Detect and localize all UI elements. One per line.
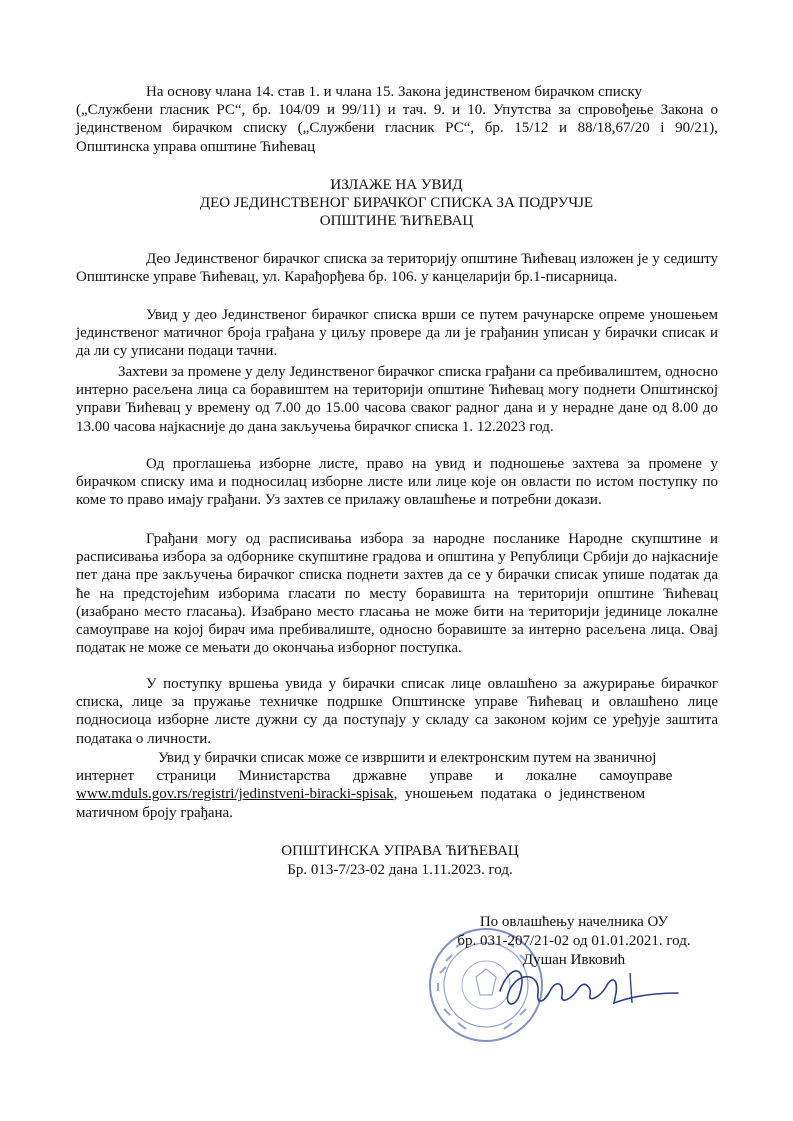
signatory-name: Душан Ивковић — [522, 952, 626, 968]
footer-organization: ОПШТИНСКА УПРАВА ЋИЋЕВАЦ — [281, 843, 519, 859]
paragraph-7 — [76, 749, 718, 822]
signature-decision-number: бр. 031-207/21-02 од 01.01.2021. год. — [457, 933, 691, 949]
signature-authority: По овлашћењу начелника ОУ — [479, 914, 669, 930]
handwritten-signature — [480, 953, 690, 1023]
paragraph-3: Захтеви за промене у делу Јединственог бирачког списка грађани са пребивалиштем, односно интерно расељена лица са боравиштем на територији општине Ћићевац могу поднети Општинској управи Ћићевац у времену од 7.00 до 15.00 часова сваког радног дана и у нерадне дане од 8.00 до 13.00 часова најкасније до дана закључења бирачког списка 1. 12.2023 год. — [76, 364, 718, 435]
intro-line-1: На основу члана 14. став 1. и члана 15. Закона јединственом бирачком списку — [146, 84, 643, 100]
heading-line-1: ИЗЛАЖЕ НА УВИД — [330, 177, 463, 193]
heading-line-2: ДЕО ЈЕДИНСТВЕНОГ БИРАЧКОГ СПИСКА ЗА ПОДРУЧЈЕ — [199, 195, 594, 211]
intro-rest: („Службени гласник РС“, бр. 104/09 и 99/11) и тач. 9. и 10. Упутства за спровођење Закона о јединственом бирачком списку („Службени гласник РС“, бр. 15/12 и 88/18,67/20 i 90/21), Општинска управа општине Ћићевац — [76, 102, 718, 155]
paragraph-2: Увид у део Јединственог бирачког списка врши се путем рачунарске опреме уношењем јединственог матичног броја грађана у циљу провере да ли је грађанин уписан у бирачки списак и да ли су уписани подаци тачни. — [76, 307, 718, 360]
paragraph-7-line-2: интернет страници Министарства државне управе и локалне самоуправе — [76, 768, 673, 785]
paragraph-7-line-1: Увид у бирачки списак може се извршити и електронским путем на званичној — [158, 750, 657, 766]
paragraph-4: Од проглашења изборне листе, право на увид и подношење захтева за промене у бирачком списку има и подносилац изборне листе или лице које он овласти по истом поступку по коме то право имају грађани. Уз захтев се прилажу овлашћење и потребни докази. — [76, 456, 718, 509]
paragraph-7-line-4: матичном броју грађана. — [76, 804, 233, 821]
paragraph-1: Део Јединственог бирачког списка за територију општине Ћићевац изложен је у седишту Општинске управе Ћићевац, ул. Карађорђева бр. 106. у канцеларији бр.1-писарница. — [76, 251, 718, 286]
intro-paragraph — [76, 83, 718, 156]
paragraph-6: У поступку вршења увида у бирачки списак лице овлашћено за ажурирање бирачког списка, лице за пружање техничке подршке Општинске управе Ћићевац и овлашћено лице подносиоца изборне листе дужни су да поступају у складу са законом којим се уређује заштита података о личности. — [76, 676, 718, 747]
paragraph-5: Грађани могу од расписивања избора за народне посланике Народне скупштине и расписивања избора за одборнике скупштине градова и општина у Републици Србији до најкасније пет дана пре закључења бирачког списка поднети захтев да се у бирачки списак упише податак да ће на предстојећим изборима гласати по месту боравишта на територији општине Ћићевац (изабрано место гласања). Изабрано место гласања не може бити на територији јединице локалне самоуправе на којој бирач има пребивалиште, односно боравиште за интерно расељена лица. Овај податак не може се мењати до окончања изборног поступка. — [76, 531, 718, 657]
biracki-spisak-link[interactable]: www.mduls.gov.rs/registri/jedinstveni-biracki-spisak — [76, 786, 394, 803]
paragraph-7-after-link: , уношењем података о јединственом — [393, 786, 646, 803]
footer-document-number: Бр. 013-7/23-02 дана 1.11.2023. год. — [287, 862, 513, 878]
heading-line-3: ОПШТИНЕ ЋИЋЕВАЦ — [319, 213, 474, 229]
